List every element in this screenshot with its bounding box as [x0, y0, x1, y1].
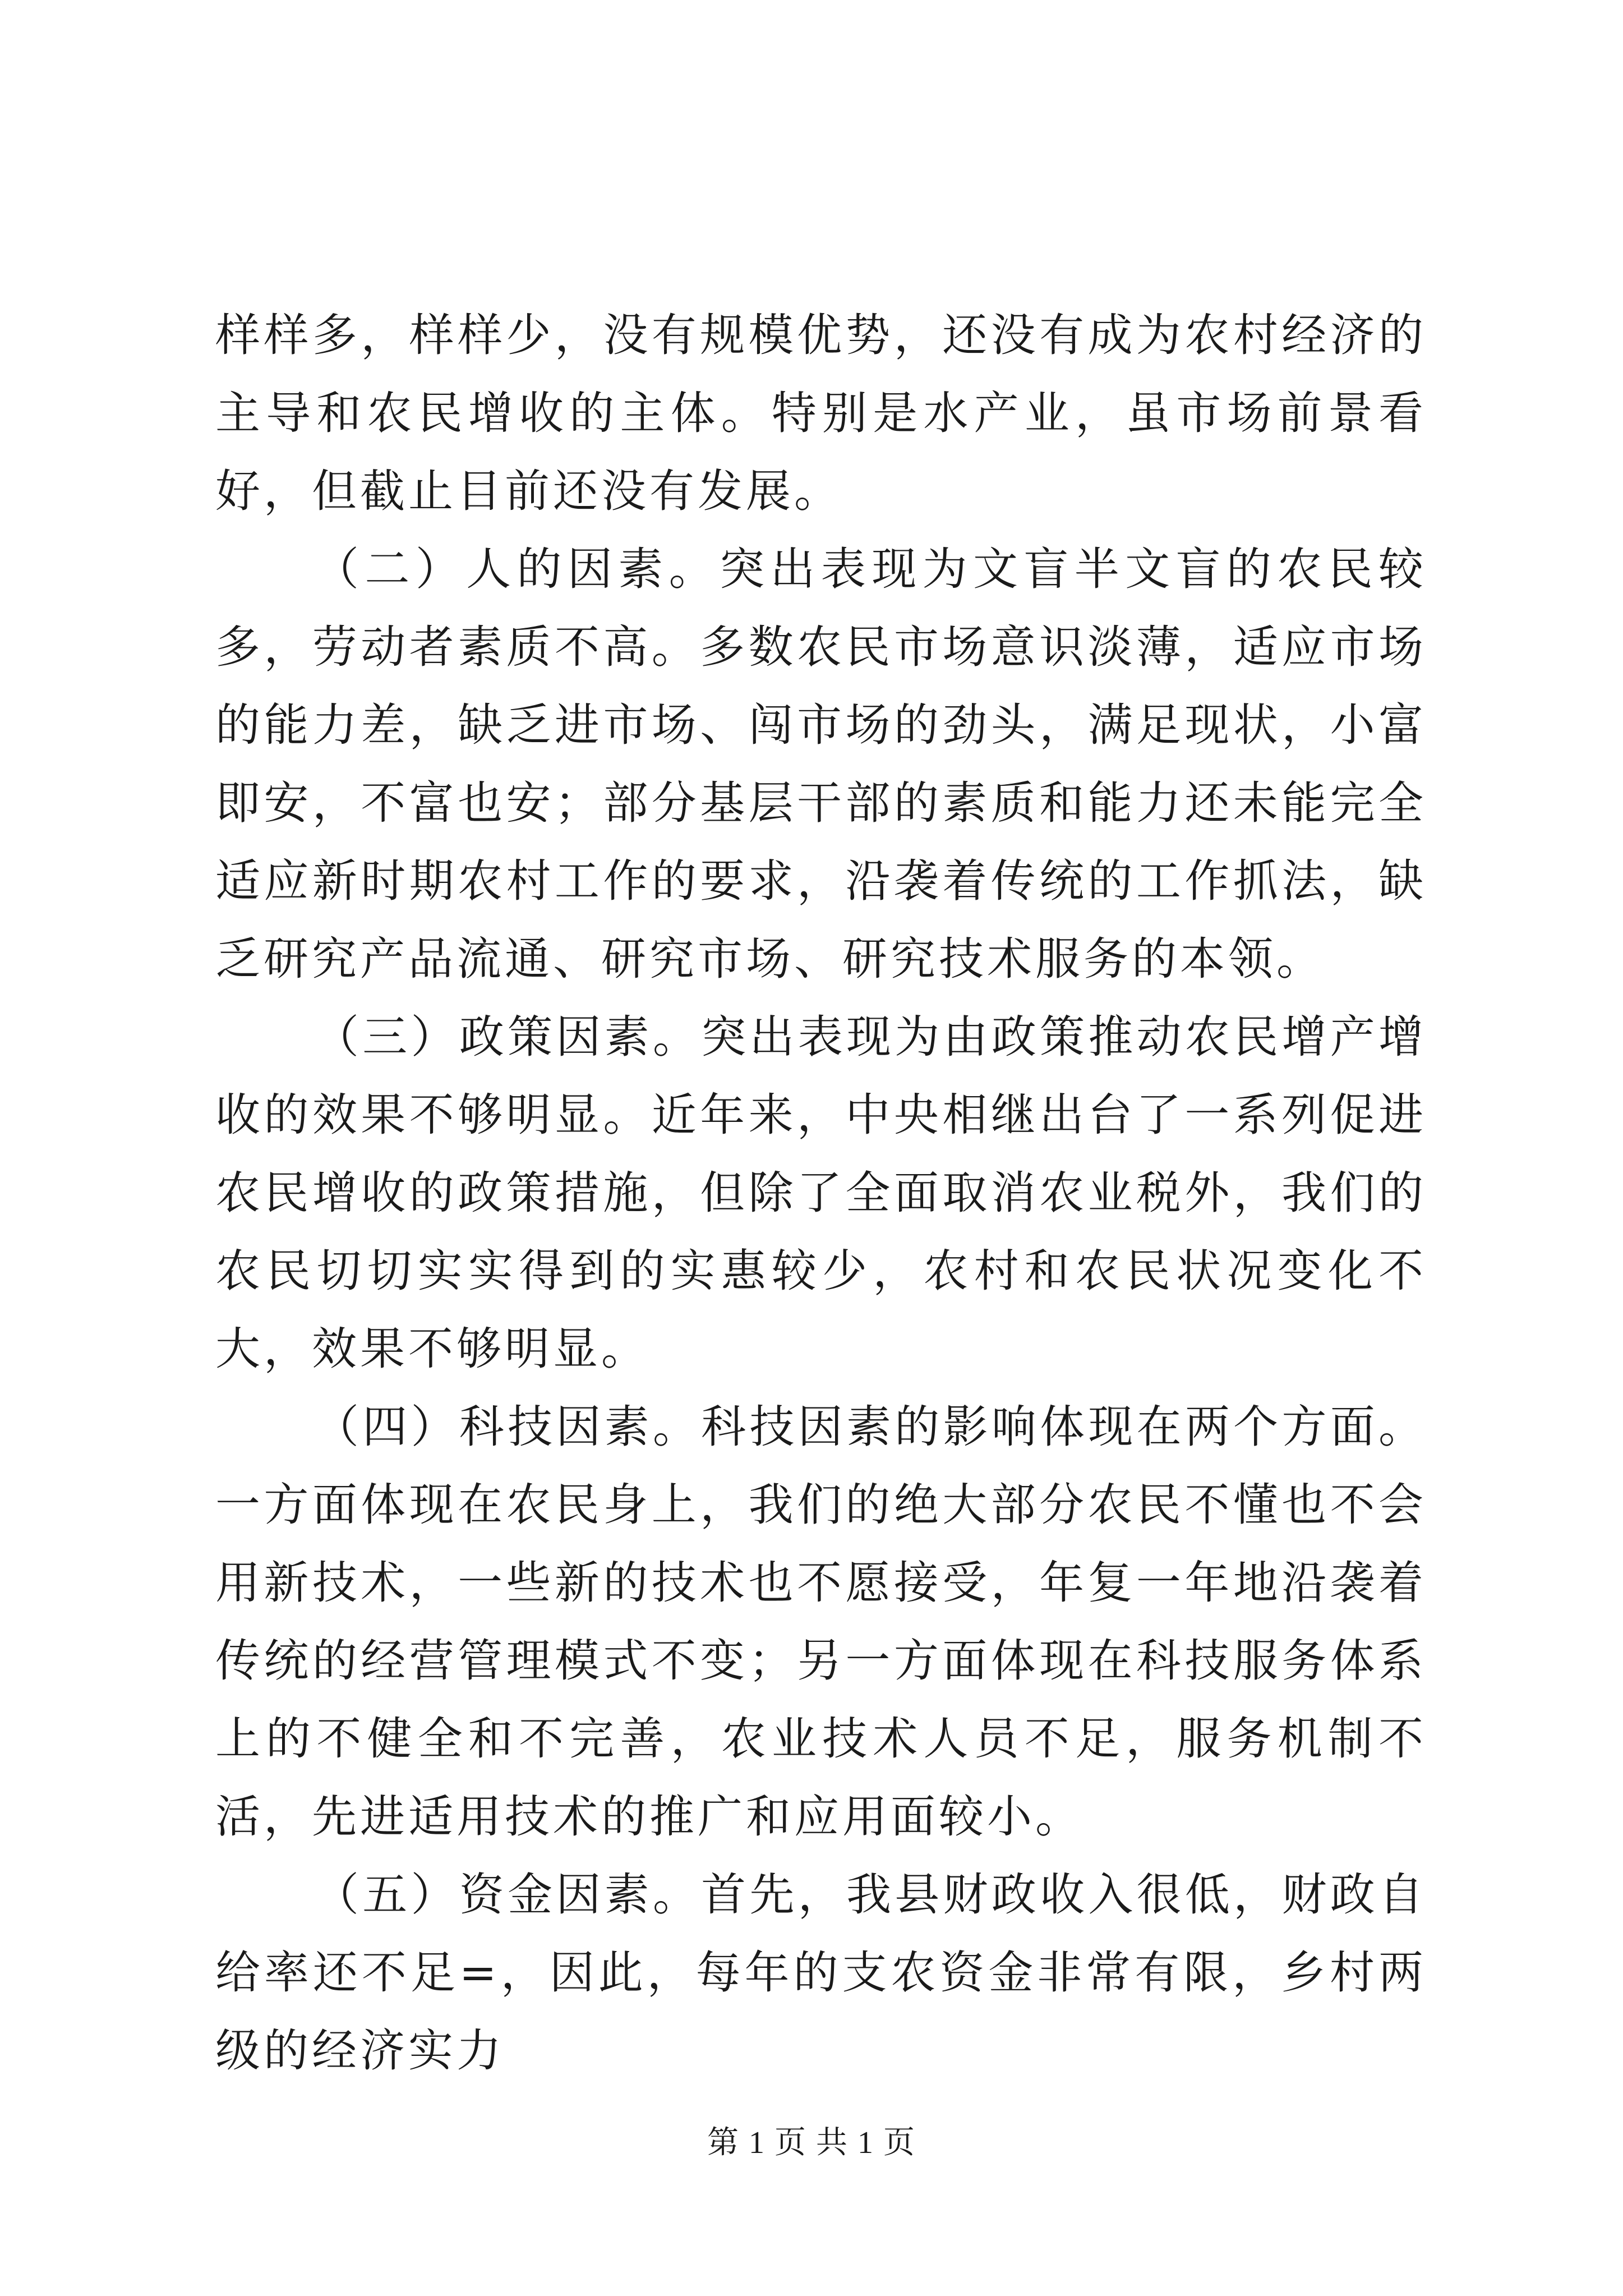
paragraph-funding-factor: （五）资金因素。首先，我县财政收入很低，财政自给率还不足=，因此，每年的支农资金非常有限，乡村两级的经济实力 [215, 1869, 1427, 2077]
paragraph-policy-factor: （三）政策因素。突出表现为由政策推动农民增产增收的效果不够明显。近年来，中央相继出台了一系列促进农民增收的政策措施，但除了全面取消农业税外，我们的农民切切实实得到的实惠较少，农村和农民状况变化不大，效果不够明显。 [215, 1011, 1427, 1375]
page-footer: 第 1 页 共 1 页 [707, 2125, 916, 2160]
paragraph-continuation: 样样多，样样少，没有规模优势，还没有成为农村经济的主导和农民增收的主体。特别是水产业，虽市场前景看好，但截止目前还没有发展。 [215, 309, 1427, 517]
document-body [215, 296, 1427, 2090]
paragraph-technology-factor: （四）科技因素。科技因素的影响体现在两个方面。一方面体现在农民身上，我们的绝大部分农民不懂也不会用新技术，一些新的技术也不愿接受，年复一年地沿袭着传统的经营管理模式不变；另一方面体现在科技服务体系上的不健全和不完善，农业技术人员不足，服务机制不活，先进适用技术的推广和应用面较小。 [215, 1401, 1427, 1843]
paragraph-human-factor: （二）人的因素。突出表现为文盲半文盲的农民较多，劳动者素质不高。多数农民市场意识淡薄，适应市场的能力差，缺乏进市场、闯市场的劲头，满足现状，小富即安，不富也安；部分基层干部的素质和能力还未能完全适应新时期农村工作的要求，沿袭着传统的工作抓法，缺乏研究产品流通、研究市场、研究技术服务的本领。 [215, 543, 1427, 985]
